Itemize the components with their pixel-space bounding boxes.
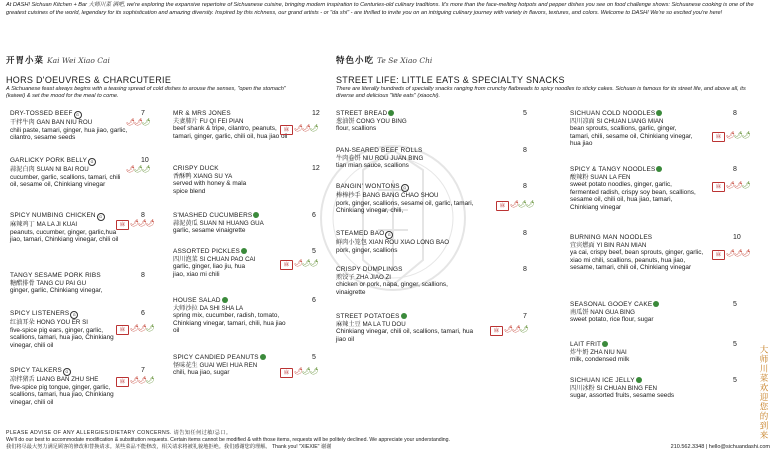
contact-info[interactable]: 210.562.3348 | hello@sichuandashi.com	[670, 444, 770, 450]
price-dry-tossed-beef: 7	[141, 110, 145, 117]
menu-item-crispy-dumplings: CRISPY DUMPLINGS 煎饺子 ZHA JIAO ZI chicken or pork, napa, ginger, scallions, vinaigrette	[336, 266, 448, 296]
spicy-pepper-icon: 🌶🌶🌶	[294, 260, 318, 267]
left-cn-header: 开胃小菜	[6, 55, 45, 65]
vegan-badge-icon	[388, 110, 394, 116]
spicy-pepper-icon: 🌶🌶🌶	[294, 368, 318, 375]
spicy-pepper-icon: 🌶🌶🌶	[294, 125, 318, 132]
menu-item-spicy-numbing-chicken: SPICY NUMBING CHICKEN G 麻辣鸡丁 MA LA JI KUAI peanuts, cucumber, ginger, garlic,hua jiao, tamari, Chinkiang vinegar, chili oil	[10, 212, 119, 244]
vegan-badge-icon	[656, 110, 662, 116]
price-spicy-talkers: 7	[141, 367, 145, 374]
left-section-desc: A Sichuanese feast always begins with a teasing spread of cold dishes to arouse the senses, "open the stomach" (kaiwei) & set the mood for the meal to come.	[6, 86, 286, 100]
numbing-stamp-icon: 麻	[490, 326, 503, 336]
menu-item-street-bread: STREET BREAD 葱油饼 CONG YOU BING flour, scallions	[336, 110, 407, 133]
menu-item-lait-frit: LAIT FRIT 炸牛奶 ZHA NIU NAI milk, condensed milk	[570, 341, 630, 364]
numbing-stamp-icon: 麻	[280, 260, 293, 270]
gluten-free-badge-icon: G	[70, 311, 78, 319]
menu-item-spicy-candied-peanuts: SPICY CANDIED PEANUTS 怪味花生 GUAI WEI HUA REN chili, hua jiao, sugar	[173, 354, 298, 377]
right-cn-header-pinyin: Te Se Xiao Chi	[377, 56, 433, 65]
price-spicy-tangy-noodles: 8	[733, 166, 737, 173]
numbing-stamp-icon: 麻	[712, 132, 725, 142]
menu-item-burning-man-noodles: BURNING MAN NOODLES 宜宾燃面 YI BIN RAN MIAN ya cai, crispy beef, bean sprouts, ginger, garlic, xiao mi chili, scallions, peanuts, hua jiao, sesame, tamari, chili oil, Chinkiang vinegar	[570, 234, 704, 272]
right-section-desc: There are literally hundreds of specialty snacks ranging from crunchy flatbreads to spicy noodles to sticky cakes. Sichuan is famous for its street life, and above all, its diverse and delicious "little eats" (xiaochi).	[336, 86, 746, 100]
menu-item-steamed-bao: STEAMED BAO G 鲜肉小笼包 XIAN ROU XIAO LONG BAO pork, ginger, scallions	[336, 230, 450, 254]
spicy-pepper-icon: 🌶🌶🌶	[130, 220, 154, 227]
menu-item-spicy-listeners: SPICY LISTENERS G 红油耳朵 HONG YOU ER SI five-spice pig ears, ginger, garlic, scallions, tamari, hua jiao, Chinkiang vinegar, chili oil	[10, 310, 114, 349]
gluten-free-badge-icon: G	[385, 231, 393, 239]
footer-modification-note: We'll do our best to accommodate modification & substitution requests. Certain items cannot be modified & with those items, requests will be politely declined. We appreciate your understanding.	[6, 437, 450, 443]
numbing-stamp-icon: 麻	[496, 201, 509, 211]
numbing-stamp-icon: 麻	[116, 325, 129, 335]
footer-cn-note: 我们将尽最大努力满足顾客的修改和替换请求。某些菜品不能修改，相关请求将被礼貌地拒绝。我们感谢您的理解。 Thank you! "XIEXIE" 谢谢	[6, 444, 332, 450]
price-pan-seared-beef-rolls: 8	[523, 147, 527, 154]
spicy-pepper-icon: 🌶🌶🌶	[726, 182, 750, 189]
menu-item-mr-mrs-jones: MR & MRS JONES 夫妻肺片 FU QI FEI PIAN beef shank & tripe, cilantro, peanuts, tamari, ginger, garlic, chili oil, hua jiao oil	[173, 110, 288, 140]
left-section-title: HORS D'OEUVRES & CHARCUTERIE	[6, 75, 172, 85]
spicy-pepper-icon: 🌶🌶🌶	[726, 132, 750, 139]
price-sichuan-ice-jelly: 5	[733, 377, 737, 384]
price-smashed-cucumbers: 6	[312, 212, 316, 219]
gluten-free-badge-icon: G	[401, 184, 409, 192]
price-street-bread: 5	[523, 110, 527, 117]
footer-allergy-notice: PLEASE ADVISE OF ANY ALLERGIES/DIETARY CONCERNS. 请告知任何过敏/忌口。	[6, 430, 232, 436]
vegan-badge-icon	[636, 377, 642, 383]
price-spicy-candied-peanuts: 5	[312, 354, 316, 361]
price-crispy-dumplings: 8	[523, 266, 527, 273]
gluten-free-badge-icon: G	[74, 111, 82, 119]
menu-item-smashed-cucumbers: S'MASHED CUCUMBERS 蒜泥黄瓜 SUAN NI HUANG GUA garlic, sesame vinaigrette	[173, 212, 264, 235]
left-cn-header-pinyin: Kai Wei Xiao Cai	[47, 56, 110, 65]
vegan-badge-icon	[602, 341, 608, 347]
spicy-pepper-icon: 🌶🌶🌶	[130, 325, 154, 332]
vegan-badge-icon	[653, 301, 659, 307]
spicy-pepper-icon: 🌶🌶🌶	[510, 201, 534, 208]
gluten-free-badge-icon: G	[88, 158, 96, 166]
price-lait-frit: 5	[733, 341, 737, 348]
right-section-title: STREET LIFE: LITTLE EATS & SPECIALTY SNACKS	[336, 75, 565, 85]
numbing-stamp-icon: 麻	[280, 125, 293, 135]
menu-item-house-salad: HOUSE SALAD 大师沙拉 DA SHI SHA LA spring mix, cucumber, radish, tomato, Chinkiang vinegar, tamari, chili, hua jiao oil	[173, 297, 286, 335]
numbing-stamp-icon: 麻	[116, 377, 129, 387]
price-burning-man-noodles: 10	[733, 234, 741, 241]
menu-item-assorted-pickles: ASSORTED PICKLES 四川泡菜 SI CHUAN PAO CAI garlic, ginger, liao jiu, hua jiao, xiao mi chili	[173, 248, 256, 278]
price-steamed-bao: 8	[523, 230, 527, 237]
price-spicy-numbing-chicken: 8	[141, 212, 145, 219]
menu-item-pan-seared-beef-rolls: PAN-SEARED BEEF ROLLS 牛肉卷饼 NIU ROU JUAN BING tian mian sauce, scallions	[336, 147, 424, 170]
menu-item-garlicky-pork-belly: GARLICKY PORK BELLY G 蒜泥白肉 SUAN NI BAI ROU cucumber, garlic, scallions, tamari, chili oil, sesame oil, Chinkiang vinegar	[10, 157, 121, 189]
menu-item-seasonal-gooey-cake: SEASONAL GOOEY CAKE 南瓜饼 NAN GUA BING sweet potato, rice flour, sugar	[570, 301, 710, 324]
menu-item-street-potatoes: STREET POTATOES 麻辣土豆 MA LA TU DOU Chinkiang vinegar, chili oil, scallions, tamari, hua jiao oil	[336, 313, 474, 343]
menu-item-spicy-tangy-noodles: SPICY & TANGY NOODLES 酸辣粉 SUAN LA FEN sweet potato noodles, ginger, garlic, fermented radish, crispy soy bean, scallions, sesame oil, chili oil, hua jiao, tamari, Chinkiang vinegar	[570, 166, 696, 211]
numbing-stamp-icon: 麻	[280, 368, 293, 378]
vegan-badge-icon	[241, 248, 247, 254]
footer	[6, 430, 656, 451]
price-house-salad: 6	[312, 297, 316, 304]
vegan-badge-icon	[253, 212, 259, 218]
menu-item-tangy-sesame-pork-ribs: TANGY SESAME PORK RIBS 糖醋排骨 TANG CU PAI GU ginger, garlic, Chinkiang vinegar,	[10, 272, 103, 295]
price-seasonal-gooey-cake: 5	[733, 301, 737, 308]
vegan-badge-icon	[260, 354, 266, 360]
price-street-potatoes: 7	[523, 313, 527, 320]
vertical-slogan: 大师川菜欢迎您的到来	[759, 345, 769, 440]
menu-item-spicy-talkers: SPICY TALKERS G 凉拌猪舌 LIANG BAN ZHU SHE five-spice pig tongue, ginger, garlic, scallions, tamari, hua jiao, Chinkiang vinegar, chili oil	[10, 367, 114, 406]
numbing-stamp-icon: 麻	[712, 182, 725, 192]
menu-item-crispy-duck: CRISPY DUCK 香酥鸭 XIANG SU YA served with honey & mala spice blend	[173, 165, 247, 195]
spicy-pepper-icon: 🌶🌶🌶	[126, 119, 150, 126]
spicy-pepper-icon: 🌶🌶🌶	[504, 326, 528, 333]
price-sichuan-cold-noodles: 8	[733, 110, 737, 117]
price-bangin-wontons: 8	[523, 183, 527, 190]
menu-item-dry-tossed-beef: DRY-TOSSED BEEF G 干拌牛肉 GAN BAN NIU ROU chili paste, tamari, ginger, hua jiao, garlic, cilantro, sesame seeds	[10, 110, 128, 142]
spicy-pepper-icon: 🌶🌶🌶	[130, 377, 154, 384]
price-garlicky-pork-belly: 10	[141, 157, 149, 164]
vegan-badge-icon	[401, 313, 407, 319]
vegan-badge-icon	[656, 166, 662, 172]
spicy-pepper-icon: 🌶🌶🌶	[126, 166, 150, 173]
menu-item-sichuan-cold-noodles: SICHUAN COLD NOODLES 四川凉面 SI CHUAN LIANG MIAN bean sprouts, scallions, garlic, ginger, tamari, chili, sesame oil, Chinkiang vinegar, hua jiao	[570, 110, 693, 148]
gluten-free-badge-icon: G	[63, 368, 71, 376]
right-cn-header: 特色小吃	[336, 55, 375, 65]
spicy-pepper-icon: 🌶🌶🌶	[726, 250, 750, 257]
price-assorted-pickles: 5	[312, 248, 316, 255]
intro-paragraph: At DASH! Sichuan Kitchen + Bar 大师川菜 酒吧, we're exploring the expansive repertoire of Sichuanese cuisine, bringing modern inspiration to Centuries-old culinary traditions. It's more than the face-melting hotpots and pepper dishes you see on food challenge shows: Sichuanese cooking is one of the greatest cuisines of the world, legendary for its sophistication and amazing diversity. Inspired by this richness, our grand artists - or "da shi" - are thrilled to invite you on an intriguing culinary journey with variety in flavors, textures, and colors. Welcome to DASH! We're so excited you're here!	[6, 2, 754, 16]
price-spicy-listeners: 6	[141, 310, 145, 317]
menu-item-sichuan-ice-jelly: SICHUAN ICE JELLY 四川冰粉 SI CHUAN BING FEN sugar, assorted fruits, sesame seeds	[570, 377, 675, 400]
price-crispy-duck: 12	[312, 165, 320, 172]
left-header	[6, 54, 326, 100]
numbing-stamp-icon: 麻	[116, 220, 129, 230]
right-header	[336, 54, 756, 100]
price-mr-mrs-jones: 12	[312, 110, 320, 117]
numbing-stamp-icon: 麻	[712, 250, 725, 260]
vegan-badge-icon	[222, 297, 228, 303]
price-tangy-sesame-pork-ribs: 8	[141, 272, 145, 279]
menu-item-bangin-wontons: BANGIN' WONTONS G 棒棒抄手 BANG BANG CHAO SHOU pork, ginger, scallions, sesame oil, garlic, tamari, Chinkiang vinegar, chili,	[336, 183, 474, 215]
gluten-free-badge-icon: G	[97, 213, 105, 221]
